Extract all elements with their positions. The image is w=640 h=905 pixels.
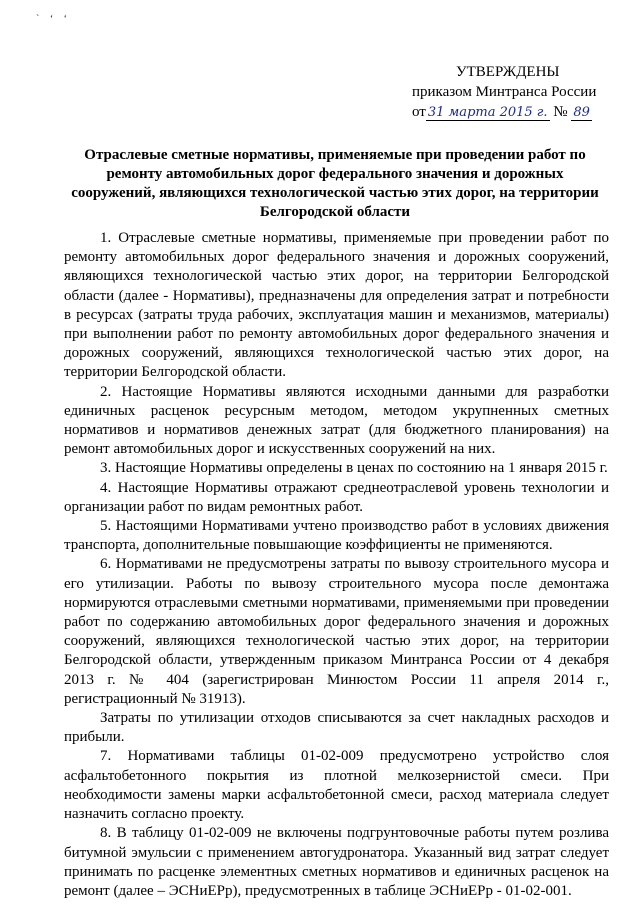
paragraph-6-note: Затраты по утилизации отходов списываются за счет накладных расходов и прибыли. — [64, 710, 609, 746]
number-prefix: № — [553, 104, 568, 120]
approval-date-line — [412, 102, 612, 123]
approval-title: УТВЕРЖДЕНЫ — [456, 64, 560, 80]
handwritten-date: 31 марта 2015 г. — [427, 105, 548, 120]
approval-block — [412, 62, 612, 123]
document-body — [64, 229, 609, 901]
paragraph-7: 7. Нормативами таблицы 01-02-009 предусмотрено устройство слоя асфальтобетонного покрытия из плотной мелкозернистой смеси. При необходимости замены марки асфальтобетонной смеси, расход материала следует назначить согласно проекту. — [64, 748, 609, 823]
paragraph-6: 6. Нормативами не предусмотрены затраты по вывозу строительного мусора и его утилизации. Работы по вывозу строительного мусора после демонтажа нормируются отраслевыми сметными нормативами, применяемыми при проведении работ по содержанию автомобильных дорог федерального значения и дорожных сооружений, являющихся технологической частью этих дорог, на территории Белгородской области, утвержденным приказом Минтранса России от 4 декабря 2013 г. № 404 (зарегистрирован Минюстом России 11 апреля 2014 г., регистрационный № 31913). — [64, 556, 609, 707]
paragraph-8: 8. В таблицу 01-02-009 не включены подгрунтовочные работы путем розлива битумной эмульсии с применением автогудронатора. Указанный вид затрат следует принимать по расценке элементных сметных нормативов и единичных расценок на ремонт (далее – ЭСНиЕРр), предусмотренных в таблице ЭСНиЕРр - 01-02-001. — [64, 825, 609, 899]
handwritten-number: 89 — [573, 105, 590, 120]
paragraph-4: 4. Настоящие Нормативы отражают среднеотраслевой уровень технологии и организации работ по видам ремонтных работ. — [64, 479, 609, 515]
paragraph-5: 5. Настоящими Нормативами учтено производство работ в условиях движения транспорта, дополнительные повышающие коэффициенты не применяются. — [64, 518, 609, 554]
paragraph-1: 1. Отраслевые сметные нормативы, применяемые при проведении работ по ремонту автомобильных дорог федерального значения и дорожных сооружений, являющихся технологической частью этих дорог, на территории Белгородской области (далее - Нормативы), предназначены для определения затрат и потребности в ресурсах (затраты труда рабочих, эксплуатация машин и механизмов, материалы) при выполнении работ по ремонту автомобильных дорог федерального значения и дорожных сооружений, являющихся технологической частью этих дорог, на территории Белгородской области. — [64, 230, 609, 381]
document-heading: Отраслевые сметные нормативы, применяемые при проведении работ по ремонту автомобильных дорог федерального значения и дорожных сооружений, являющихся технологической частью этих дорог, на территории Белгородской области — [71, 147, 599, 220]
date-prefix: от — [412, 104, 426, 120]
approval-order-line: приказом Минтранса России — [412, 84, 597, 100]
paragraph-3: 3. Настоящие Нормативы определены в ценах по состоянию на 1 января 2015 г. — [100, 460, 608, 477]
paragraph-2: 2. Настоящие Нормативы являются исходными данными для разработки единичных расценок ресурсным методом, методом укрупненных сметных нормативов и нормативов денежных затрат (для бюджетного планирования) на ремонт автомобильных дорог и искусственных сооружений на них. — [64, 383, 609, 458]
scan-marks: ` ‘ ‘ — [36, 14, 71, 25]
